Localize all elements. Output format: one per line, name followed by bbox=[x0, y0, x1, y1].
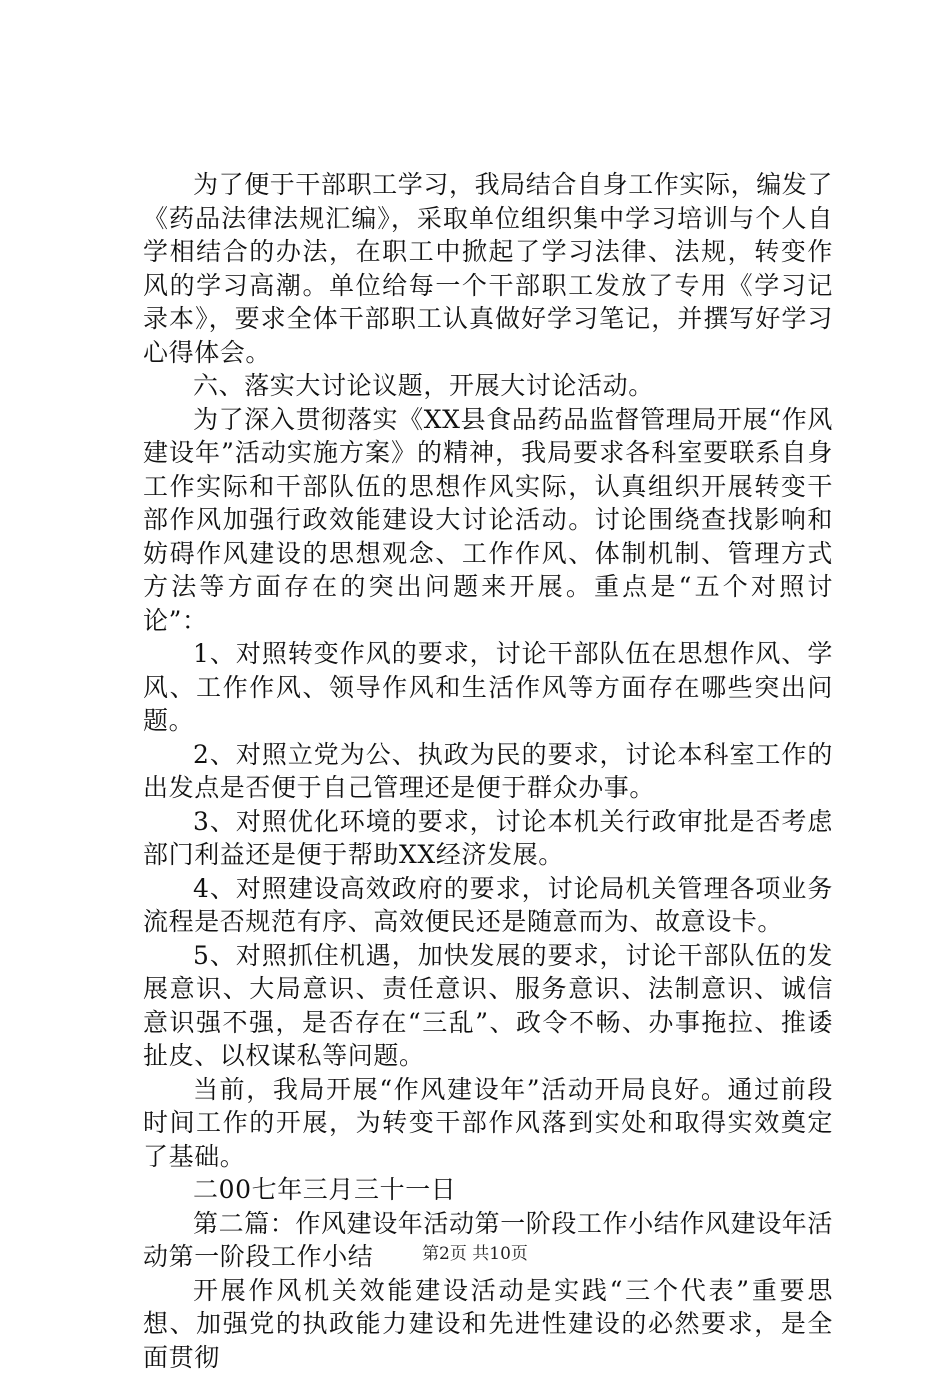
document-body bbox=[143, 168, 833, 1374]
section-title-part-two: 第二篇：作风建设年活动第一阶段工作小结作风建设年活动第一阶段工作小结 bbox=[143, 1207, 833, 1274]
list-item-2: 2、对照立党为公、执政为民的要求，讨论本科室工作的出发点是否便于自己管理还是便于群众办事。 bbox=[143, 738, 833, 805]
list-item-3: 3、对照优化环境的要求，讨论本机关行政审批是否考虑部门利益还是便于帮助XX经济发展。 bbox=[143, 805, 833, 872]
paragraph-study-materials: 为了便于干部职工学习，我局结合自身工作实际，编发了《药品法律法规汇编》，采取单位组织集中学习培训与个人自学相结合的办法，在职工中掀起了学习法律、法规，转变作风的学习高潮。单位给每一个干部职工发放了专用《学习记录本》，要求全体干部职工认真做好学习笔记，并撰写好学习心得体会。 bbox=[143, 168, 833, 369]
section-heading-six: 六、落实大讨论议题，开展大讨论活动。 bbox=[143, 369, 833, 403]
list-item-5: 5、对照抓住机遇，加快发展的要求，讨论干部队伍的发展意识、大局意识、责任意识、服务意识、法制意识、诚信意识强不强，是否存在“三乱”、政令不畅、办事拖拉、推诿扯皮、以权谋私等问题。 bbox=[143, 939, 833, 1073]
list-item-4: 4、对照建设高效政府的要求，讨论局机关管理各项业务流程是否规范有序、高效便民还是随意而为、故意设卡。 bbox=[143, 872, 833, 939]
date-line: 二00七年三月三十一日 bbox=[143, 1173, 833, 1207]
paragraph-discussion-plan: 为了深入贯彻落实《XX县食品药品监督管理局开展“作风建设年”活动实施方案》的精神，我局要求各科室要联系自身工作实际和干部队伍的思想作风实际，认真组织开展转变干部作风加强行政效能建设大讨论活动。讨论围绕查找影响和妨碍作风建设的思想观念、工作作风、体制机制、管理方式方法等方面存在的突出问题来开展。重点是“五个对照讨论”： bbox=[143, 403, 833, 638]
list-item-1: 1、对照转变作风的要求，讨论干部队伍在思想作风、学风、工作作风、领导作风和生活作风等方面存在哪些突出问题。 bbox=[143, 637, 833, 738]
paragraph-intro-part-two: 开展作风机关效能建设活动是实践“三个代表”重要思想、加强党的执政能力建设和先进性建设的必然要求，是全面贯彻 bbox=[143, 1274, 833, 1374]
paragraph-conclusion: 当前，我局开展“作风建设年”活动开局良好。通过前段时间工作的开展，为转变干部作风落到实处和取得实效奠定了基础。 bbox=[143, 1073, 833, 1174]
page-footer: 第2页 共10页 bbox=[0, 1243, 950, 1265]
